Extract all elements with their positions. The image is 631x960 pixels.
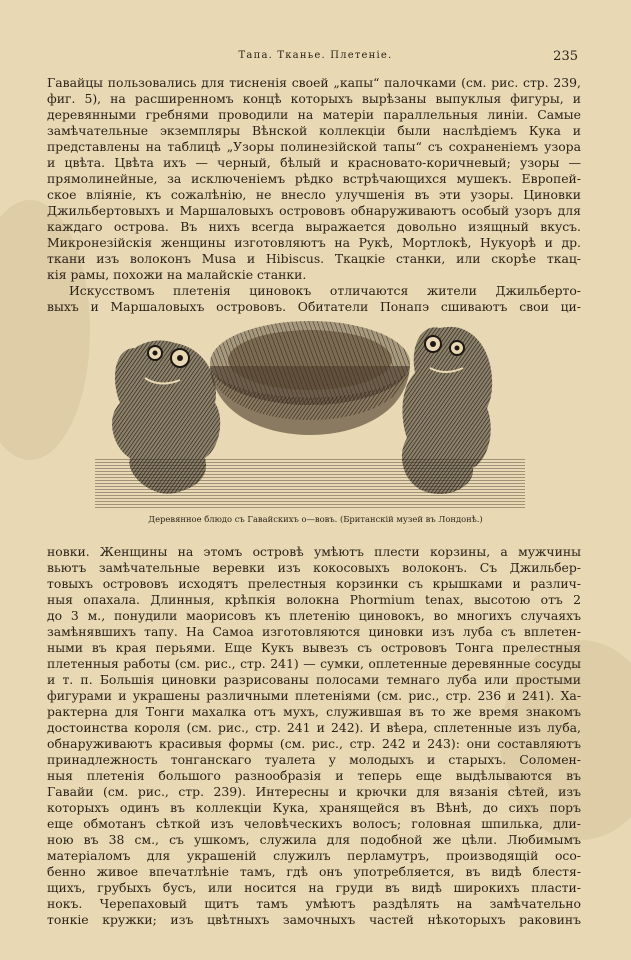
text-line: еще обмотанъ сѣткой изъ человѣческихъ волосъ; головная шпилька, дли- <box>47 816 581 831</box>
text-line: обнаруживаютъ красивыя формы (см. рис., стр. 242 и 243): они составляютъ <box>47 736 581 751</box>
text-line: фиг. 5), на расширенномъ концѣ которыхъ вырѣзаны выпуклыя фигуры, и <box>47 91 581 106</box>
text-line: достоинства короля (см. рис., стр. 241 и 242). И вѣера, сплетенные изъ луба, <box>47 720 581 735</box>
text-line: замѣнявшихъ тапу. На Самоа изготовляются циновки изъ луба съ вплетен- <box>47 624 581 639</box>
text-line: Гавайи (см. рис., стр. 239). Интересны и крючки для вязанія сѣтей, изъ <box>47 784 581 799</box>
text-line: каждаго острова. Въ нихъ всегда выражается довольно изящный вкусъ. <box>47 219 581 234</box>
text-line: Гавайцы пользовались для тисненія своей „капы“ палочками (см. рис. стр. 239, <box>47 75 581 90</box>
text-line: ною въ 38 см., съ ушкомъ, служила для подобной же цѣли. Любимымъ <box>47 832 581 847</box>
text-line: щихъ, грубыхъ бусъ, или носится на груди въ видѣ широкихъ пласти- <box>47 880 581 895</box>
text-line: плетенныя работы (см. рис., стр. 241) — сумки, оплетенные деревянные сосуды <box>47 656 581 671</box>
text-line: бенно живое впечатлѣніе тамъ, гдѣ онъ употребляется, въ видѣ блестя- <box>47 864 581 879</box>
running-title: Тапа. Тканье. Плетеніе. <box>238 50 393 61</box>
text-line: прямолинейные, за исключеніемъ рѣдко встрѣчающихся мушекъ. Европей- <box>47 171 581 186</box>
bowl <box>210 321 410 435</box>
text-line: фигурами и украшены различными плетеніями (см. рис., стр. 236 и 241). Ха- <box>47 688 581 703</box>
figure-caption: Деревянное блюдо съ Гавайскихъ о—вовъ. (Британскій музей въ Лондонѣ.) <box>148 514 483 524</box>
page-number: 235 <box>553 49 578 64</box>
text-line: до 3 м., понудили маорисовъ къ плетенію циновокъ, во многихъ случаяхъ <box>47 608 581 623</box>
text-line: ское вліяніе, къ сожалѣнію, не внесло улучшенія въ эти узоры. Циновки <box>47 187 581 202</box>
text-line: ными въ края перьями. Еще Кукъ вывезъ съ острововъ Тонга прелестныя <box>47 640 581 655</box>
text-line: новки. Женщины на этомъ островѣ умѣютъ плести корзины, а мужчины <box>47 544 581 559</box>
text-line: вьютъ замѣчательные веревки изъ кокосовыхъ волоконъ. Съ Джильбер- <box>47 560 581 575</box>
text-line: ныя плетенія большого разнообразія и теперь еще выдѣлываются въ <box>47 768 581 783</box>
text-line: тонкіе кружки; изъ цвѣтныхъ замочныхъ частей нѣкоторыхъ раковинъ <box>47 912 581 927</box>
text-line: замѣчательные экземпляры Вѣнской коллекціи были наслѣдіемъ Кука и <box>47 123 581 138</box>
text-line: кія рамы, похожи на малайскіе станки. <box>47 267 307 282</box>
text-line: товыхъ острововъ исходятъ прелестныя корзинки съ крышками и различ- <box>47 576 581 591</box>
text-line: выхъ и Маршаловыхъ острововъ. Обитатели Понапэ сшиваютъ свои ци- <box>47 299 581 314</box>
text-line: Искусствомъ плетенія циновокъ отличаются жители Джильберто- <box>69 283 581 298</box>
text-line: и т. п. Большія циновки разрисованы полосами темнаго луба или простыми <box>47 672 581 687</box>
text-line: матеріаломъ для украшеній служилъ перламутръ, производящій осо- <box>47 848 581 863</box>
text-line: ныя опахала. Длинныя, крѣпкія волокна Phormium tenax, высотою отъ 2 <box>47 592 581 607</box>
paragraph-bottom <box>47 544 581 928</box>
text-line: ткани изъ волоконъ Musa и Hibiscus. Ткацкіе станки, или скорѣе ткац- <box>47 251 581 266</box>
text-line: деревянными гребнями проводили на матеріи параллельныя линіи. Самые <box>47 107 581 122</box>
text-line: Джильбертовыхъ и Маршаловыхъ острововъ обнаруживаютъ особый узоръ для <box>47 203 581 218</box>
page-header <box>0 49 631 65</box>
text-line: принадлежность тонганскаго туалета у молодыхъ и старыхъ. Соломен- <box>47 752 581 767</box>
text-line: нокъ. Черепаховый щитъ тамъ умѣютъ раздѣлять на замѣчательно <box>47 896 581 911</box>
text-line: и цвѣта. Цвѣта ихъ — черный, бѣлый и красновато-коричневый; узоры — <box>47 155 581 170</box>
paragraph-top <box>47 75 581 315</box>
text-line: которыхъ одинъ въ коллекціи Кука, хранящейся въ Вѣнѣ, до сихъ поръ <box>47 800 581 815</box>
text-line: рактерна для Тонги махалка отъ мухъ, служившая въ то же время знакомъ <box>47 704 581 719</box>
text-line: представлены на таблицѣ „Узоры полинезійской тапы“ съ сохраненіемъ узора <box>47 139 581 154</box>
text-line: Микронезійскія женщины изготовляютъ на Рукѣ, Мортлокѣ, Нукуорѣ и др. <box>47 235 581 250</box>
wooden-bowl-engraving <box>95 308 525 508</box>
